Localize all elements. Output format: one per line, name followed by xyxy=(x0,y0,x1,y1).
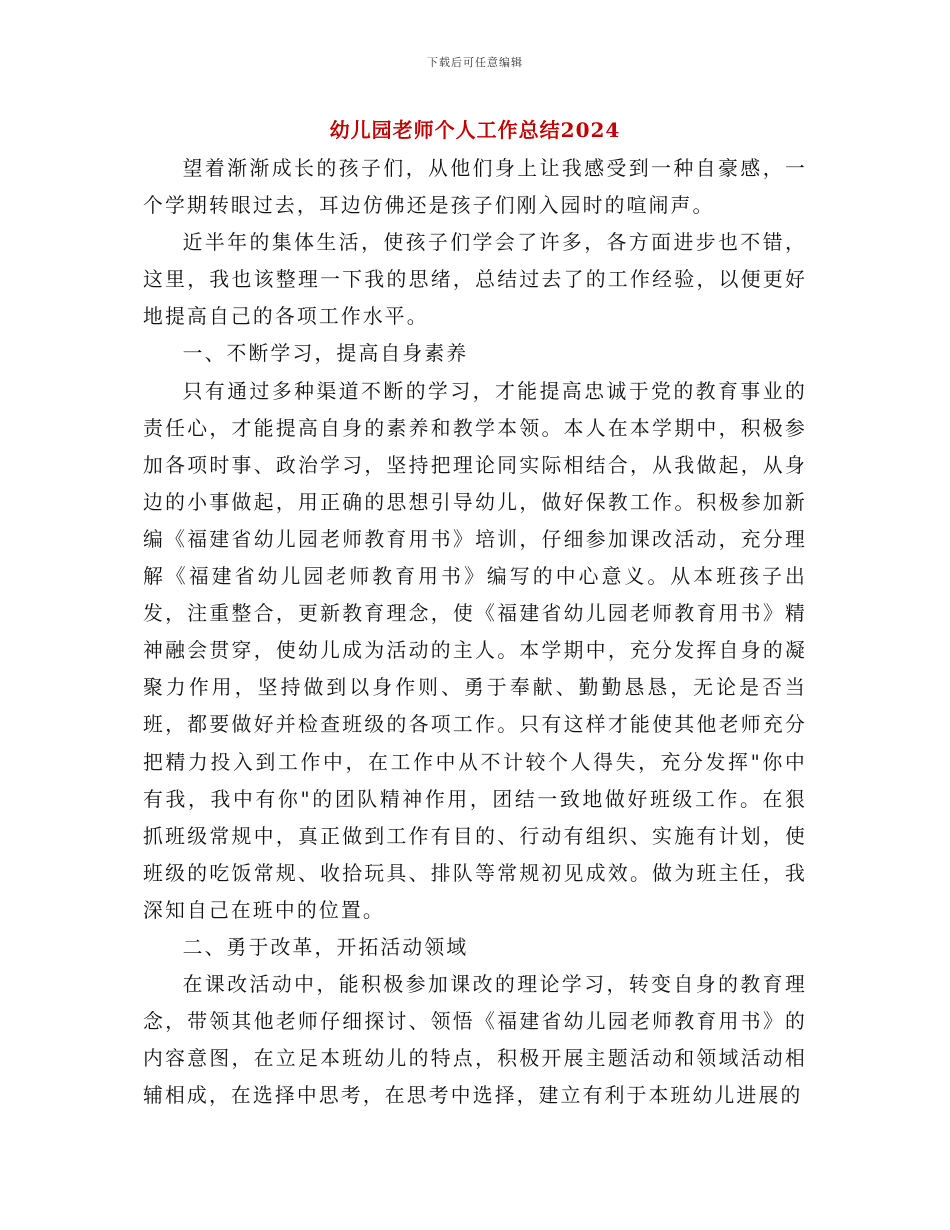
paragraph-section-2: 在课改活动中，能积极参加课改的理论学习，转变自身的教育理念，带领其他老师仔细探讨、领悟《福建省幼儿园老师教育用书》的内容意图，在立足本班幼儿的特点，积极开展主题活动和领域活动相辅相成，在选择中思考，在思考中选择，建立有利于本班幼儿进展的 xyxy=(143,973,807,1108)
section-heading-2: 二、勇于改革，开拓活动领域 xyxy=(182,935,469,959)
section-heading-1: 一、不断学习，提高自身素养 xyxy=(182,342,469,366)
header-note: 下载后可任意编辑 xyxy=(427,56,523,69)
paragraph-section-1: 只有通过多种渠道不断的学习，才能提高忠诚于党的教育事业的责任心，才能提高自身的素养和教学本领。本人在本学期中，积极参加各项时事、政治学习，坚持把理论同实际相结合，从我做起，从身边的小事做起，用正确的思想引导幼儿，做好保教工作。积极参加新编《福建省幼儿园老师教育用书》培训，仔细参加课改活动，充分理解《福建省幼儿园老师教育用书》编写的中心意义。从本班孩子出发，注重整合，更新教育理念，使《福建省幼儿园老师教育用书》精神融会贯穿，使幼儿成为活动的主人。本学期中，充分发挥自身的凝聚力作用，坚持做到以身作则、勇于奉献、勤勤恳恳，无论是否当班，都要做好并检查班级的各项工作。只有这样才能使其他老师充分把精力投入到工作中，在工作中从不计较个人得失，充分发挥"你中有我，我中有你"的团队精神作用，团结一致地做好班级工作。在狠抓班级常规中，真正做到工作有目的、行动有组织、实施有计划，使班级的吃饭常规、收拾玩具、排队等常规初见成效。做为班主任，我深知自己在班中的位置。 xyxy=(143,379,807,922)
document-title: 幼儿园老师个人工作总结2024 xyxy=(329,118,621,142)
document-body xyxy=(143,150,807,1114)
paragraph-summary: 近半年的集体生活，使孩子们学会了许多，各方面进步也不错，这里，我也该整理一下我的思绪，总结过去了的工作经验，以便更好地提高自己的各项工作水平。 xyxy=(143,231,807,329)
paragraph-intro: 望着渐渐成长的孩子们，从他们身上让我感受到一种自豪感，一个学期转眼过去，耳边仿佛还是孩子们刚入园时的喧闹声。 xyxy=(143,157,807,218)
